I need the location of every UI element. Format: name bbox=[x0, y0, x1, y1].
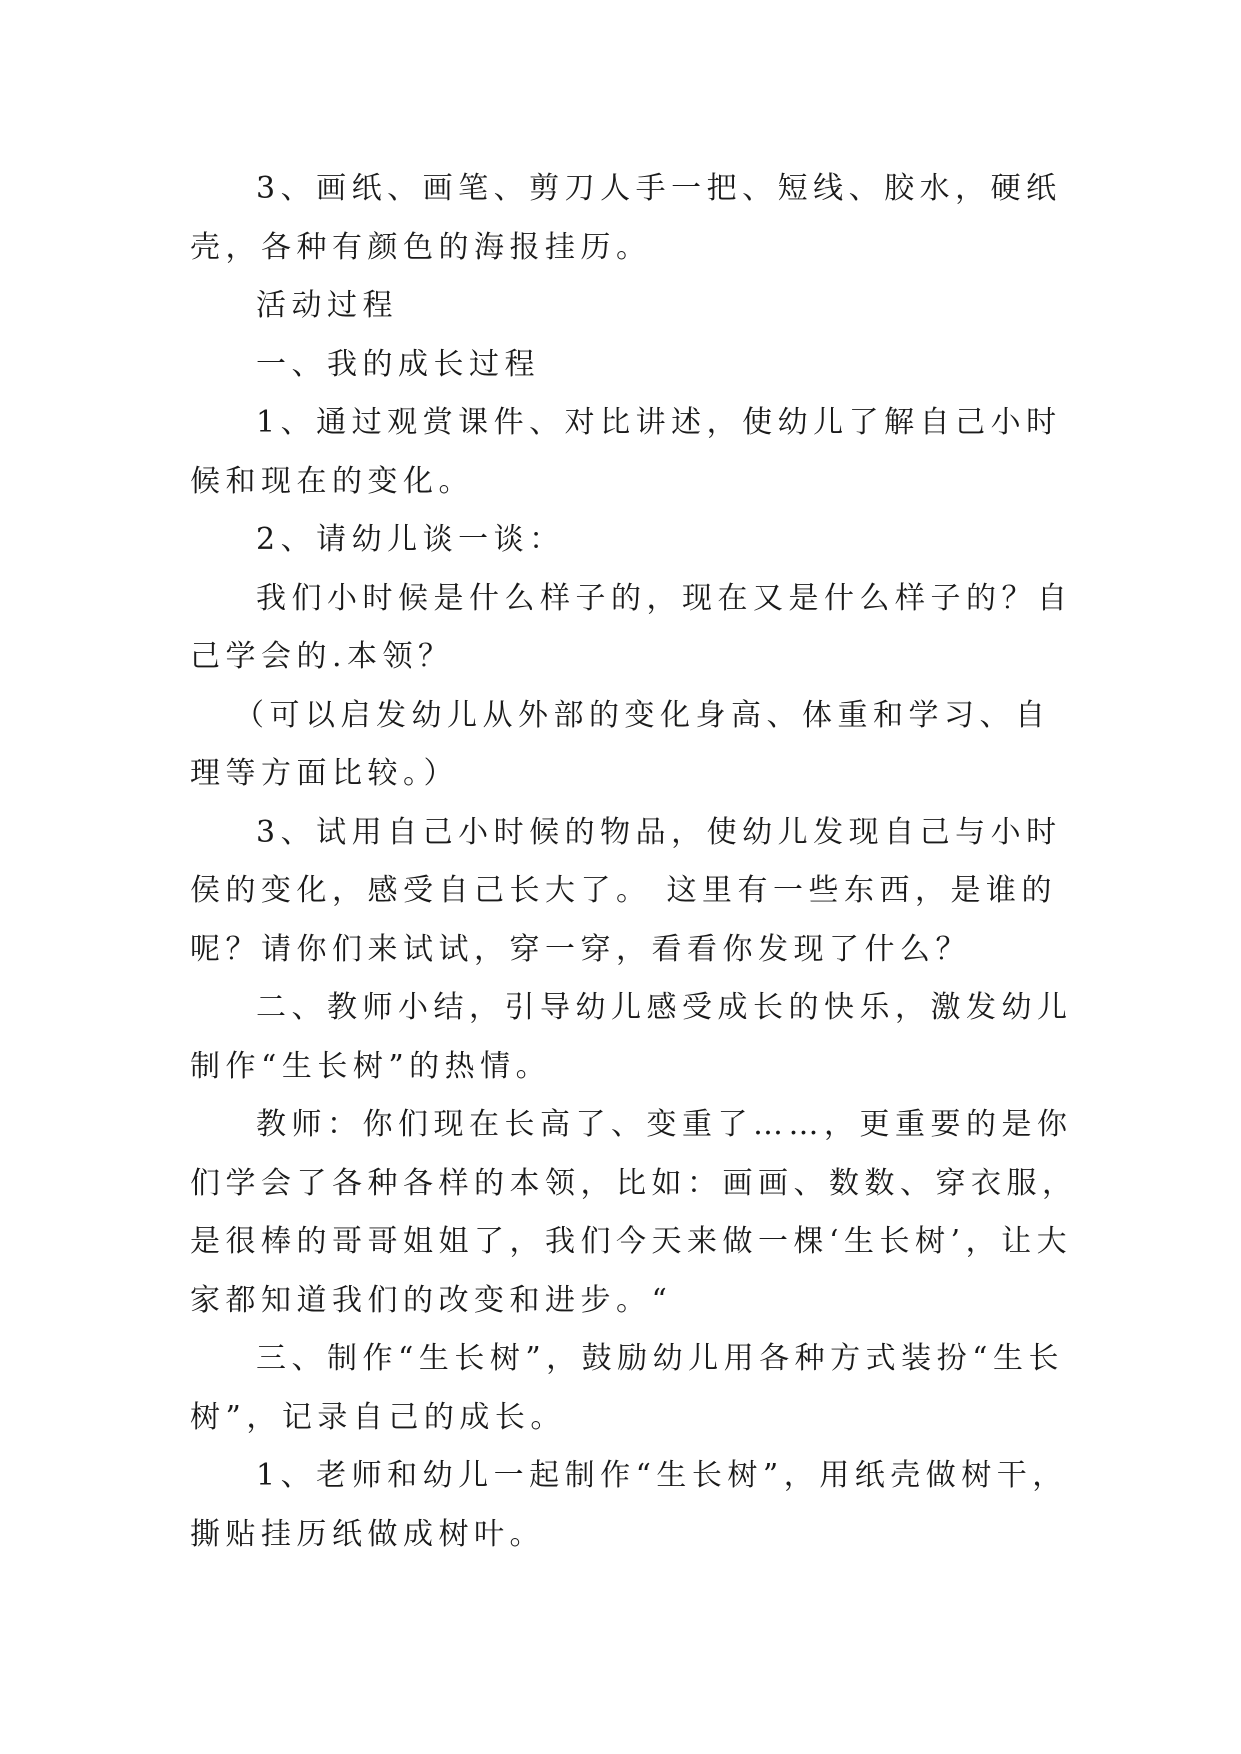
paragraph-section-one-heading: 一、我的成长过程 bbox=[256, 346, 540, 382]
paragraph-section-two-heading: 二、教师小结，引导幼儿感受成长的快乐，激发幼儿制作“生长树”的热情。 bbox=[190, 990, 1073, 1084]
paragraph-section-three-heading: 三、制作“生长树”，鼓励幼儿用各种方式装扮“生长树”，记录自己的成长。 bbox=[190, 1341, 1065, 1435]
paragraph-step-1: 1、通过观赏课件、对比讲述，使幼儿了解自己小时候和现在的变化。 bbox=[190, 405, 1062, 499]
paragraph-hint: （可以启发幼儿从外部的变化身高、体重和学习、自理等方面比较。） bbox=[190, 697, 1051, 791]
paragraph-step-2: 2、请幼儿谈一谈： bbox=[256, 522, 565, 557]
paragraph-teacher-speech: 教师：你们现在长高了、变重了……，更重要的是你们学会了各种各样的本领，比如：画画、数数、穿衣服，是很棒的哥哥姐姐了，我们今天来做一棵‘生长树’，让大家都知道我们的改变和进步。“ bbox=[190, 1107, 1078, 1318]
paragraph-step-making: 1、老师和幼儿一起制作“生长树”，用纸壳做树干，撕贴挂历纸做成树叶。 bbox=[190, 1458, 1068, 1552]
paragraph-step-3: 3、试用自己小时候的物品，使幼儿发现自己与小时侯的变化，感受自己长大了。 这里有一些东西，是谁的呢？请你们来试试，穿一穿，看看你发现了什么？ bbox=[190, 814, 1062, 967]
document-body bbox=[190, 160, 1080, 1564]
paragraph-questions: 我们小时候是什么样子的，现在又是什么样子的？自己学会的.本领？ bbox=[190, 580, 1073, 674]
paragraph-activity-heading: 活动过程 bbox=[256, 288, 398, 323]
paragraph-materials: 3、画纸、画笔、剪刀人手一把、短线、胶水，硬纸壳，各种有颜色的海报挂历。 bbox=[190, 171, 1062, 265]
